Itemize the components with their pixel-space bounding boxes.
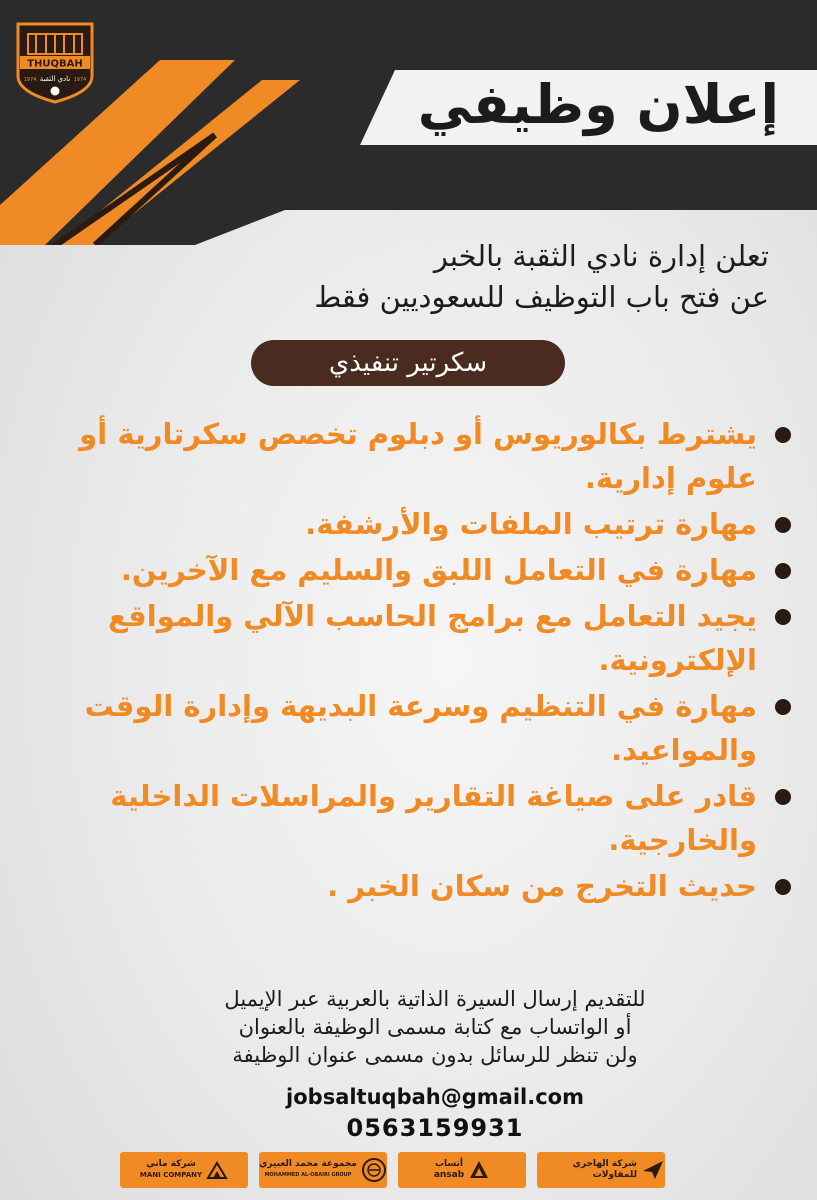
requirements-list	[35, 412, 795, 910]
logo-year: 1974	[73, 77, 87, 83]
requirement-text: مهارة ترتيب الملفات والأرشفة.	[305, 507, 757, 541]
sponsor-name-ar: شركة الهاجري للمقاولات	[572, 1159, 637, 1180]
sponsor-name-ar: شركة ماني	[146, 1159, 196, 1169]
bullet-icon	[775, 517, 791, 533]
plane-logo-icon	[641, 1159, 665, 1181]
sponsor-strip	[120, 1152, 665, 1188]
phone-number[interactable]: 0563159931	[346, 1114, 524, 1142]
logo-year: 1974	[23, 77, 37, 83]
requirement-text: مهارة في التنظيم وسرعة البديهة وإدارة الوقت والمواعيد.	[84, 689, 757, 767]
sponsor-name-ar: مجموعة محمد العبيري	[259, 1159, 357, 1169]
bullet-icon	[775, 563, 791, 579]
requirement-text: مهارة في التعامل اللبق والسليم مع الآخرين.	[120, 553, 757, 587]
intro-line: عن فتح باب التوظيف للسعوديين فقط	[314, 280, 769, 314]
ansab-logo-icon	[468, 1159, 490, 1181]
requirement-text: حديث التخرج من سكان الخبر .	[327, 869, 757, 903]
apply-line: ولن تنظر للرسائل بدون مسمى عنوان الوظيفة	[232, 1043, 638, 1067]
email-address[interactable]: jobsaltuqbah@gmail.com	[286, 1085, 584, 1109]
apply-line: للتقديم إرسال السيرة الذاتية بالعربية عبر الإيميل	[224, 987, 646, 1011]
requirement-item	[35, 864, 795, 908]
job-title-badge: سكرتير تنفيذي	[251, 340, 565, 386]
sponsor-name-en: MOHAMMED AL-OBAIRI GROUP	[264, 1172, 352, 1178]
sponsor-hajri	[537, 1152, 665, 1188]
intro-line: تعلن إدارة نادي الثقبة بالخبر	[433, 239, 769, 273]
requirement-text: يشترط بكالوريوس أو دبلوم تخصص سكرتارية أو علوم إدارية.	[79, 417, 757, 495]
requirement-item	[35, 412, 795, 500]
requirement-item	[35, 548, 795, 592]
requirement-item	[35, 594, 795, 682]
application-instructions	[150, 985, 720, 1069]
sponsor-name-en: ansab	[433, 1170, 465, 1180]
sponsor-mani	[120, 1152, 248, 1188]
sponsor-ansab	[398, 1152, 526, 1188]
requirement-item	[35, 502, 795, 546]
sponsor-obairi	[259, 1152, 387, 1188]
bullet-icon	[775, 879, 791, 895]
bullet-icon	[775, 609, 791, 625]
seal-logo-icon	[361, 1157, 387, 1183]
logo-name: THUQBAH	[27, 58, 83, 70]
apply-line: أو الواتساب مع كتابة مسمى الوظيفة بالعنوان	[238, 1015, 632, 1039]
requirement-text: يجيد التعامل مع برامج الحاسب الآلي والمواقع الإلكترونية.	[107, 599, 757, 677]
mani-logo-icon	[206, 1160, 228, 1180]
logo-subtitle: نادي الثقبة	[39, 75, 71, 83]
bullet-icon	[775, 427, 791, 443]
requirement-item	[35, 774, 795, 862]
requirement-item	[35, 684, 795, 772]
page-title: إعلان وظيفي	[417, 73, 779, 136]
bullet-icon	[775, 789, 791, 805]
bullet-icon	[775, 699, 791, 715]
requirement-text: قادر على صياغة التقارير والمراسلات الداخلية والخارجية.	[110, 779, 757, 857]
sponsor-name-en: MANI COMPANY	[139, 1171, 203, 1179]
intro-text	[149, 236, 769, 318]
sponsor-name-ar: أنساب	[434, 1159, 464, 1169]
